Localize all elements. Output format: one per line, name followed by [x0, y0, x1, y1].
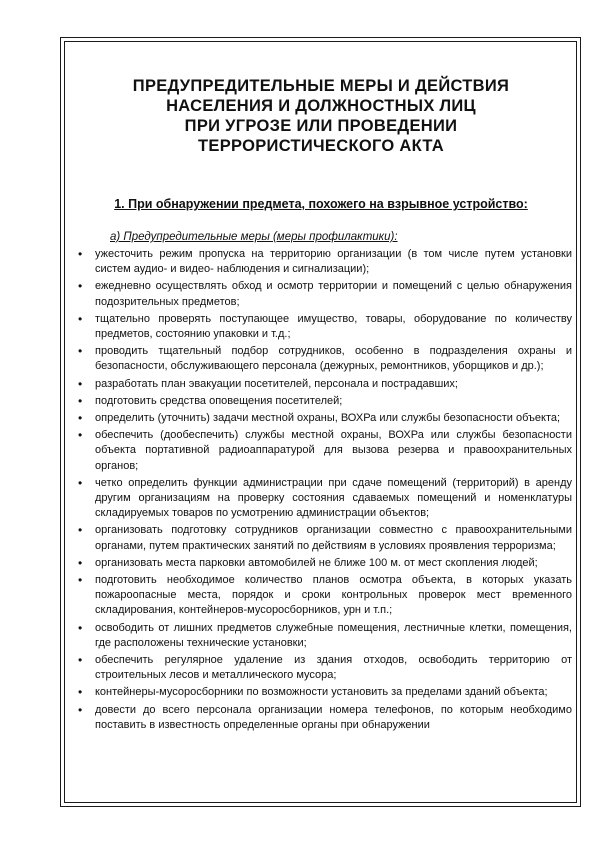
list-item-text: обеспечить (дообеспечить) службы местной охраны, ВОХРа или службы безопасности объекта портативной радиоаппаратурой для вызова резерва и правоохранительных органов; — [95, 429, 572, 472]
bullet-icon: • — [78, 311, 83, 326]
list-item-text: подготовить средства оповещения посетителей; — [95, 394, 343, 407]
list-item-text: подготовить необходимое количество планов осмотра объекта, в которых указать пожароопасные места, порядок и сроки контрольных проверок мест временного складирования, контейнеров-мусоросборников, урн и т.п.; — [95, 574, 572, 617]
list-item-text: довести до всего персонала организации номера телефонов, по которым необходимо поставить в известность определенные органы при обнаружении — [95, 703, 572, 731]
list-item — [76, 653, 572, 683]
list-item — [76, 476, 572, 522]
list-item-text: ужесточить режим пропуска на территорию организации (в том числе путем установки систем аудио- и видео- наблюдения и сигнализации); — [95, 248, 572, 276]
bullet-icon: • — [78, 475, 83, 490]
list-item — [76, 344, 572, 374]
subsection-heading: а) Предупредительные меры (меры профилактики): — [110, 231, 398, 243]
list-item — [76, 247, 572, 277]
bullet-icon: • — [78, 573, 83, 588]
list-item-text: организовать места парковки автомобилей не ближе 100 м. от мест скопления людей; — [95, 556, 538, 569]
bullet-icon: • — [78, 376, 83, 391]
list-item — [76, 621, 572, 651]
document-title — [76, 76, 566, 156]
section-heading: 1. При обнаружении предмета, похожего на взрывное устройство: — [114, 197, 528, 211]
list-item — [76, 428, 572, 474]
list-item-text: тщательно проверять поступающее имущество, товары, оборудование по количеству предметов, состоянию упаковки и т.д.; — [95, 312, 572, 341]
list-item-text: обеспечить регулярное удаление из здания отходов, освободить территорию от строительных лесов и металлического мусора; — [95, 654, 572, 682]
bullet-icon: • — [78, 653, 83, 668]
bullet-icon: • — [78, 411, 83, 426]
list-item — [76, 556, 572, 571]
title-line: НАСЕЛЕНИЯ И ДОЛЖНОСТНЫХ ЛИЦ — [166, 97, 476, 115]
list-item — [76, 523, 572, 553]
list-item-text: освободить от лишних предметов служебные помещения, лестничные клетки, помещения, где расположены технические установки; — [95, 621, 572, 649]
list-item — [76, 573, 572, 619]
bullet-icon: • — [78, 247, 83, 261]
list-item-text: проводить тщательный подбор сотрудников, особенно в подразделения охраны и безопасности, обслуживающего персонала (дежурных, ремонтников, уборщиков и др.); — [95, 345, 572, 373]
bullet-icon: • — [78, 555, 83, 570]
bullet-icon: • — [78, 523, 83, 538]
title-line: ПРИ УГРОЗЕ ИЛИ ПРОВЕДЕНИИ — [184, 117, 458, 135]
list-item-text: организовать подготовку сотрудников организации совместно с правоохранительными органами, путем практических занятий по действиям в условиях проявления терроризма; — [95, 524, 572, 552]
list-item — [76, 703, 572, 733]
list-item — [76, 279, 572, 309]
list-item-text: контейнеры-мусоросборники по возможности установить за пределами зданий объекта; — [95, 686, 548, 699]
list-item-text: разработать план эвакуации посетителей, персонала и пострадавших; — [95, 377, 458, 390]
title-line: ТЕРРОРИСТИЧЕСКОГО АКТА — [198, 137, 444, 155]
list-item — [76, 394, 572, 409]
bullet-icon: • — [78, 428, 83, 443]
list-item — [76, 685, 572, 700]
bullet-icon: • — [78, 279, 83, 294]
list-item — [76, 411, 572, 426]
list-item-text: четко определить функции администрации при сдаче помещений (территорий) в аренду другим организациям на проверку состояния сдаваемых помещений и номенклатуры складируемых товаров по усмотрению администрации объектов; — [95, 476, 572, 520]
list-item-text: ежедневно осуществлять обход и осмотр территории и помещений с целью обнаружения подозрительных предметов; — [95, 280, 572, 308]
list-item — [76, 312, 572, 342]
bullet-icon: • — [78, 685, 83, 700]
list-item-text: определить (уточнить) задачи местной охраны, ВОХРа или службы безопасности объекта; — [95, 412, 561, 425]
bullet-icon: • — [78, 344, 83, 359]
measures-list — [76, 247, 572, 735]
bullet-icon: • — [78, 620, 83, 635]
bullet-icon: • — [78, 702, 83, 717]
title-line: ПРЕДУПРЕДИТЕЛЬНЫЕ МЕРЫ И ДЕЙСТВИЯ — [132, 77, 510, 95]
bullet-icon: • — [78, 393, 83, 408]
list-item — [76, 377, 572, 392]
